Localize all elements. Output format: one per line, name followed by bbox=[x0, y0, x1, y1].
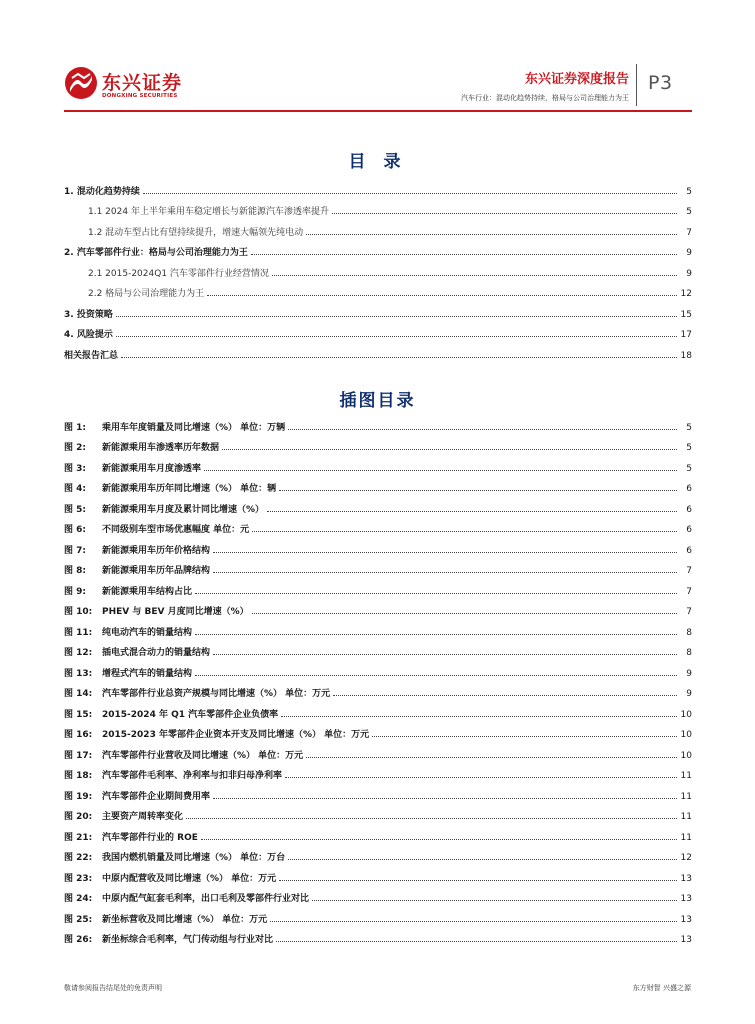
figure-entry-page: 10 bbox=[680, 730, 692, 740]
figure-leader-dots bbox=[288, 428, 677, 430]
figure-entry-text: 新能源乘用车历年品牌结构 bbox=[102, 566, 211, 576]
figure-entry-label bbox=[64, 932, 276, 945]
figure-entry-label bbox=[64, 584, 195, 597]
toc-entry[interactable] bbox=[64, 340, 692, 361]
figure-entry-label bbox=[64, 850, 288, 863]
figure-entry-number: 图 10: bbox=[64, 607, 93, 617]
figure-entry-page: 5 bbox=[686, 463, 692, 474]
figure-entry-text: 新能源乘用车月度及累计同比增速（%） bbox=[102, 504, 265, 515]
toc-leader-dots bbox=[272, 274, 677, 276]
figure-entry-label bbox=[64, 707, 281, 720]
figure-entry[interactable] bbox=[64, 556, 692, 577]
toc-entry-label: 相关报告汇总 bbox=[64, 348, 121, 361]
figure-leader-dots bbox=[213, 551, 677, 553]
figure-entry-number: 图 4: bbox=[64, 484, 86, 494]
figure-leader-dots bbox=[204, 469, 677, 471]
figure-entry[interactable] bbox=[64, 863, 692, 884]
figure-entry-number: 图 3: bbox=[64, 463, 86, 474]
figure-entry[interactable] bbox=[64, 720, 692, 741]
toc-entry[interactable] bbox=[64, 176, 692, 197]
figure-entry[interactable] bbox=[64, 617, 692, 638]
report-subtitle: 汽车行业：混动化趋势持续，格局与公司治理能力为王 bbox=[461, 94, 629, 102]
figure-leader-dots bbox=[333, 694, 677, 696]
toc-title: 目 录 bbox=[348, 152, 407, 172]
figure-entry-text: 新能源乘用车渗透率历年数据 bbox=[102, 443, 220, 453]
figure-entry-page: 6 bbox=[686, 504, 692, 515]
figure-entry-number: 图 20: bbox=[64, 812, 93, 822]
toc-entry-page: 17 bbox=[680, 330, 692, 340]
toc-entry[interactable] bbox=[64, 258, 692, 279]
figure-entry[interactable] bbox=[64, 843, 692, 864]
toc-leader-dots bbox=[207, 294, 677, 296]
figure-entry-page: 5 bbox=[686, 422, 692, 433]
figure-entry-text: 我国内燃机销量及同比增速（%） 单位：万台 bbox=[102, 853, 286, 863]
figure-leader-dots bbox=[372, 735, 677, 737]
figure-entry-text: 插电式混合动力的销量结构 bbox=[102, 648, 211, 658]
report-title: 东兴证券深度报告 bbox=[524, 72, 629, 87]
header-divider bbox=[636, 64, 637, 106]
figure-entry-number: 图 21: bbox=[64, 832, 93, 843]
figure-entry-number: 图 13: bbox=[64, 668, 93, 679]
logo-mark-icon bbox=[64, 66, 98, 100]
figure-entry[interactable] bbox=[64, 576, 692, 597]
figure-entry-page: 11 bbox=[680, 791, 692, 802]
figure-entry[interactable] bbox=[64, 740, 692, 761]
figure-entry-label bbox=[64, 666, 195, 679]
figure-entry-label bbox=[64, 543, 213, 556]
figure-entry-label bbox=[64, 420, 288, 433]
toc-entry[interactable] bbox=[64, 299, 692, 320]
figure-leader-dots bbox=[195, 592, 677, 594]
figure-entry-number: 图 19: bbox=[64, 791, 93, 802]
figure-entry-label bbox=[64, 502, 267, 515]
figure-entry[interactable] bbox=[64, 638, 692, 659]
page-number: P3 bbox=[648, 72, 673, 94]
toc-entry-label: 2.1 2015-2024Q1 汽车零部件行业经营情况 bbox=[88, 266, 272, 279]
figure-leader-dots bbox=[213, 653, 677, 655]
figure-entry-page: 10 bbox=[680, 750, 692, 761]
figure-leader-dots bbox=[186, 817, 677, 819]
figure-leader-dots bbox=[312, 899, 677, 901]
toc-entry[interactable] bbox=[64, 217, 692, 238]
figure-entry-page: 9 bbox=[686, 668, 692, 679]
toc-entry-page: 5 bbox=[686, 207, 692, 217]
figure-entry-number: 图 16: bbox=[64, 730, 93, 740]
logo-chinese-name: 东兴证券 bbox=[102, 72, 183, 94]
figure-leader-dots bbox=[267, 510, 677, 512]
figure-entry-text: 2015-2023 年零部件企业资本开支及同比增速（%） 单位：万元 bbox=[102, 730, 370, 740]
figure-entry-number: 图 18: bbox=[64, 771, 93, 781]
figure-entry[interactable] bbox=[64, 781, 692, 802]
figure-entry-number: 图 7: bbox=[64, 545, 86, 556]
toc-entry[interactable] bbox=[64, 320, 692, 341]
toc-entry-page: 15 bbox=[680, 309, 692, 320]
figure-entry-page: 6 bbox=[686, 545, 692, 556]
figure-leader-dots bbox=[306, 756, 677, 758]
figure-leader-dots bbox=[213, 797, 677, 799]
toc-entry-page: 7 bbox=[686, 227, 692, 238]
figure-entry-text: 增程式汽车的销量结构 bbox=[102, 668, 193, 679]
figure-leader-dots bbox=[195, 674, 677, 676]
figure-entry-page: 13 bbox=[680, 894, 692, 904]
figure-entry[interactable] bbox=[64, 904, 692, 925]
toc-entry-page: 5 bbox=[686, 186, 692, 197]
figure-entry-label bbox=[64, 789, 213, 802]
toc-entry-label: 3. 投资策略 bbox=[64, 307, 116, 320]
figure-entry-number: 图 14: bbox=[64, 689, 93, 699]
figure-entry-page: 11 bbox=[680, 771, 692, 781]
figure-leader-dots bbox=[195, 633, 677, 635]
figure-entry-text: 中原内配营收及同比增速（%） 单位：万元 bbox=[102, 873, 277, 884]
figure-entry[interactable] bbox=[64, 515, 692, 536]
toc-entry[interactable] bbox=[64, 238, 692, 259]
figure-entry-number: 图 5: bbox=[64, 504, 86, 515]
toc-entry-label: 1. 混动化趋势持续 bbox=[64, 184, 143, 197]
figure-entry[interactable] bbox=[64, 535, 692, 556]
figure-entry-text: 新能源乘用车月度渗透率 bbox=[102, 463, 202, 474]
figure-entry[interactable] bbox=[64, 884, 692, 905]
figure-entry[interactable] bbox=[64, 474, 692, 495]
figure-entry-label bbox=[64, 481, 279, 494]
figure-leader-dots bbox=[252, 612, 677, 614]
figure-entry-text: 中原内配气缸套毛利率，出口毛利及零部件行业对比 bbox=[102, 894, 310, 904]
figure-entry-label bbox=[64, 645, 213, 658]
figure-entry-page: 11 bbox=[680, 832, 692, 843]
toc-entry-page: 9 bbox=[686, 248, 692, 258]
figure-entry-number: 图 24: bbox=[64, 894, 93, 904]
toc-leader-dots bbox=[251, 253, 677, 255]
figure-entry[interactable] bbox=[64, 761, 692, 782]
toc-leader-dots bbox=[121, 356, 677, 358]
figure-entry-number: 图 9: bbox=[64, 586, 86, 597]
figure-entry-number: 图 23: bbox=[64, 873, 93, 884]
toc-list bbox=[64, 176, 692, 361]
figure-entry-number: 图 6: bbox=[64, 525, 86, 535]
figure-entry-page: 6 bbox=[686, 525, 692, 535]
toc-entry-page: 9 bbox=[686, 268, 692, 279]
toc-entry-page: 12 bbox=[680, 289, 692, 299]
figure-entry-text: 乘用车年度销量及同比增速（%） 单位：万辆 bbox=[102, 422, 286, 433]
figure-entry-page: 12 bbox=[680, 853, 692, 863]
figure-entry-text: 新能源乘用车历年同比增速（%） 单位：辆 bbox=[102, 484, 277, 494]
figure-entry-text: 新能源乘用车历年价格结构 bbox=[102, 545, 211, 556]
figure-entry-page: 10 bbox=[680, 709, 692, 720]
figure-leader-dots bbox=[281, 715, 677, 717]
figure-leader-dots bbox=[285, 776, 677, 778]
figure-entry-page: 8 bbox=[686, 648, 692, 658]
figure-leader-dots bbox=[279, 879, 677, 881]
figure-entry[interactable] bbox=[64, 658, 692, 679]
figure-entry[interactable] bbox=[64, 597, 692, 618]
figure-leader-dots bbox=[276, 940, 677, 942]
figure-entry-text: 主要资产周转率变化 bbox=[102, 812, 184, 822]
toc-leader-dots bbox=[116, 315, 677, 317]
figure-entry-text: 2015-2024 年 Q1 汽车零部件企业负债率 bbox=[102, 709, 279, 720]
figure-entry[interactable] bbox=[64, 453, 692, 474]
figure-entry-number: 图 11: bbox=[64, 627, 93, 638]
toc-leader-dots bbox=[306, 233, 677, 235]
figure-entry-text: PHEV 与 BEV 月度同比增速（%） bbox=[102, 607, 249, 617]
figure-leader-dots bbox=[252, 530, 677, 532]
figure-entry-text: 汽车零部件行业总资产规模与同比增速（%） 单位：万元 bbox=[102, 689, 331, 699]
figure-entry-page: 7 bbox=[686, 566, 692, 576]
figure-leader-dots bbox=[270, 920, 677, 922]
figure-entry[interactable] bbox=[64, 699, 692, 720]
figure-entry-label bbox=[64, 727, 372, 740]
figure-entry-text: 新坐标综合毛利率，气门传动组与行业对比 bbox=[102, 935, 274, 945]
figure-entry-page: 7 bbox=[686, 586, 692, 597]
header-rule bbox=[64, 110, 692, 112]
figure-entry[interactable] bbox=[64, 822, 692, 843]
figure-entry-page: 13 bbox=[680, 873, 692, 884]
figure-entry-page: 9 bbox=[686, 689, 692, 699]
figure-entry[interactable] bbox=[64, 679, 692, 700]
figure-leader-dots bbox=[288, 858, 677, 860]
figure-entry-page: 13 bbox=[680, 935, 692, 945]
toc-entry-label: 2. 汽车零部件行业：格局与公司治理能力为王 bbox=[64, 245, 251, 258]
figure-entry-label bbox=[64, 809, 186, 822]
footer-disclaimer: 敬请参阅报告结尾处的免责声明 bbox=[64, 984, 162, 992]
figure-entry-number: 图 26: bbox=[64, 935, 93, 945]
figure-entry-number: 图 1: bbox=[64, 422, 86, 433]
figure-entry[interactable] bbox=[64, 925, 692, 946]
toc-leader-dots bbox=[143, 192, 677, 194]
figure-entry-label bbox=[64, 768, 285, 781]
figure-entry[interactable] bbox=[64, 412, 692, 433]
figure-entry-page: 8 bbox=[686, 627, 692, 638]
figure-entry-label bbox=[64, 871, 279, 884]
figure-entry-number: 图 8: bbox=[64, 566, 86, 576]
toc-entry-label: 4. 风险提示 bbox=[64, 327, 116, 340]
figure-entry-label bbox=[64, 830, 201, 843]
figure-entry-text: 汽车零部件行业的 ROE bbox=[102, 832, 198, 843]
toc-entry-label: 2.2 格局与公司治理能力为王 bbox=[88, 286, 207, 299]
figure-entry-label bbox=[64, 522, 252, 535]
figure-entry-label bbox=[64, 604, 252, 617]
figure-entry-text: 汽车零部件毛利率、净利率与扣非归母净利率 bbox=[102, 771, 283, 781]
figure-entry-number: 图 25: bbox=[64, 914, 93, 925]
figure-leader-dots bbox=[213, 571, 677, 573]
figure-entry-text: 新坐标营收及同比增速（%） 单位：万元 bbox=[102, 914, 268, 925]
figure-leader-dots bbox=[201, 838, 677, 840]
figure-toc-title: 插图目录 bbox=[339, 391, 416, 411]
toc-leader-dots bbox=[332, 212, 677, 214]
figure-entry-text: 汽车零部件行业营收及同比增速（%） 单位：万元 bbox=[102, 750, 304, 761]
figure-entry-number: 图 15: bbox=[64, 709, 93, 720]
figure-entry-page: 11 bbox=[680, 812, 692, 822]
figure-entry-text: 汽车零部件企业期间费用率 bbox=[102, 791, 211, 802]
figure-entry-page: 5 bbox=[686, 443, 692, 453]
figure-entry-label bbox=[64, 563, 213, 576]
figure-entry-label bbox=[64, 891, 312, 904]
figure-entry-label bbox=[64, 625, 195, 638]
figure-entry-page: 6 bbox=[686, 484, 692, 494]
toc-entry-label: 1.1 2024 年上半年乘用车稳定增长与新能源汽车渗透率提升 bbox=[88, 204, 332, 217]
figure-entry[interactable] bbox=[64, 494, 692, 515]
footer-slogan: 东方财智 兴盛之源 bbox=[632, 984, 691, 992]
figure-entry-text: 不同级别车型市场优惠幅度 单位：元 bbox=[102, 525, 250, 535]
figure-entry-label bbox=[64, 748, 306, 761]
logo-english-name: DONGXING SECURITIES bbox=[102, 93, 178, 99]
figure-entry-label bbox=[64, 912, 270, 925]
figure-entry-number: 图 17: bbox=[64, 750, 93, 761]
figure-leader-dots bbox=[279, 489, 677, 491]
toc-entry[interactable] bbox=[64, 197, 692, 218]
figure-leader-dots bbox=[222, 448, 677, 450]
figure-entry-text: 纯电动汽车的销量结构 bbox=[102, 627, 193, 638]
figure-entry-page: 7 bbox=[686, 607, 692, 617]
figure-entry-text: 新能源乘用车结构占比 bbox=[102, 586, 193, 597]
figure-entry-number: 图 22: bbox=[64, 853, 93, 863]
toc-entry-label: 1.2 混动车型占比有望持续提升，增速大幅领先纯电动 bbox=[88, 225, 306, 238]
figure-entry-label bbox=[64, 686, 333, 699]
company-logo bbox=[64, 66, 184, 106]
figure-entry-page: 13 bbox=[680, 914, 692, 925]
toc-leader-dots bbox=[116, 335, 677, 337]
figure-entry-number: 图 12: bbox=[64, 648, 93, 658]
toc-entry-page: 18 bbox=[680, 350, 692, 361]
figure-toc-list bbox=[64, 412, 692, 945]
toc-entry[interactable] bbox=[64, 279, 692, 300]
figure-entry[interactable] bbox=[64, 433, 692, 454]
figure-entry-label bbox=[64, 440, 222, 453]
figure-entry[interactable] bbox=[64, 802, 692, 823]
figure-entry-label bbox=[64, 461, 204, 474]
figure-entry-number: 图 2: bbox=[64, 443, 86, 453]
